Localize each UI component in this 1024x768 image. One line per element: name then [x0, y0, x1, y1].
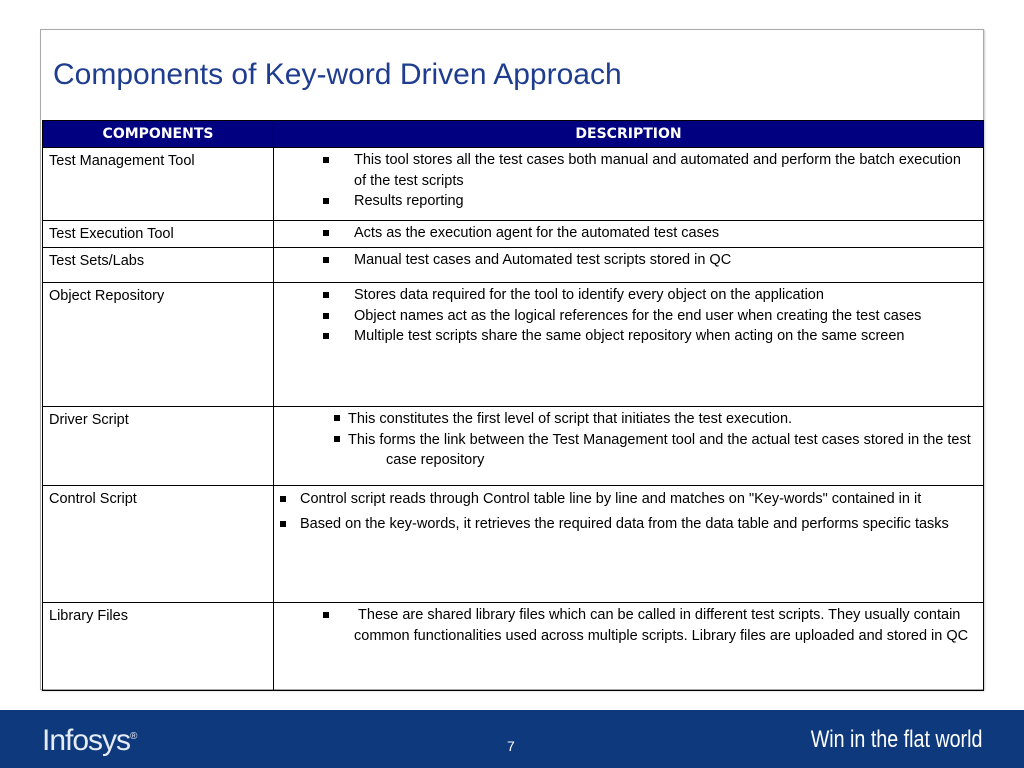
bullet-item: Stores data required for the tool to identify every object on the application: [354, 285, 975, 306]
component-description: [274, 283, 984, 407]
table-header-row: [43, 121, 984, 148]
slide-title: Components of Key-word Driven Approach: [53, 58, 622, 91]
bullet-icon: [323, 612, 329, 618]
bullet-list: [274, 283, 983, 347]
bullet-list: [274, 148, 983, 212]
bullet-item: This forms the link between the Test Management tool and the actual test cases stored in the test case repository: [330, 430, 975, 471]
bullet-icon: [323, 257, 329, 263]
bullet-icon: [323, 230, 329, 236]
infosys-logo: Infosys®: [42, 724, 137, 757]
bullet-item: This constitutes the first level of script that initiates the test execution.: [330, 409, 975, 430]
table-row: [43, 486, 984, 603]
bullet-list: [274, 248, 983, 271]
component-name: Object Repository: [43, 283, 274, 407]
tagline: Win in the flat world: [810, 726, 982, 753]
component-description: [274, 486, 984, 603]
bullet-item: Manual test cases and Automated test scripts stored in QC: [354, 250, 975, 271]
table-row: [43, 248, 984, 283]
bullet-icon: [334, 436, 340, 442]
bullet-item: Results reporting: [354, 191, 975, 212]
table-row: [43, 283, 984, 407]
table-row: [43, 603, 984, 691]
table-row: [43, 221, 984, 248]
component-description: [274, 603, 984, 691]
bullet-icon: [323, 333, 329, 339]
bullet-item: These are shared library files which can be called in different test scripts. They usually contain common functionalities used across multiple scripts. Library files are uploaded and stored in QC: [354, 605, 975, 646]
bullet-icon: [280, 496, 286, 502]
component-name: Library Files: [43, 603, 274, 691]
bullet-icon: [334, 415, 340, 421]
bullet-icon: [323, 292, 329, 298]
component-name: Driver Script: [43, 407, 274, 486]
component-description: [274, 407, 984, 486]
bullet-item: This tool stores all the test cases both manual and automated and perform the batch execution of the test scripts: [354, 150, 975, 191]
header-components: COMPONENTS: [43, 121, 274, 148]
table-row: [43, 407, 984, 486]
bullet-icon: [280, 521, 286, 527]
component-description: [274, 148, 984, 221]
bullet-item: Acts as the execution agent for the automated test cases: [354, 223, 975, 244]
table-row: [43, 148, 984, 221]
component-description: [274, 248, 984, 283]
bullet-list: [274, 603, 983, 646]
component-name: Test Sets/Labs: [43, 248, 274, 283]
component-name: Test Management Tool: [43, 148, 274, 221]
bullet-item: Based on the key-words, it retrieves the required data from the data table and performs specific tasks: [300, 514, 975, 535]
bullet-list: [274, 486, 983, 534]
bullet-list: [274, 407, 983, 471]
components-table: [42, 120, 984, 691]
component-name: Control Script: [43, 486, 274, 603]
bullet-item: Control script reads through Control table line by line and matches on "Key-words" contained in it: [300, 489, 975, 510]
bullet-item: Multiple test scripts share the same object repository when acting on the same screen: [354, 326, 975, 347]
page-number: 7: [507, 738, 515, 754]
bullet-icon: [323, 198, 329, 204]
component-name: Test Execution Tool: [43, 221, 274, 248]
bullet-icon: [323, 313, 329, 319]
bullet-item: Object names act as the logical references for the end user when creating the test cases: [354, 306, 975, 327]
bullet-icon: [323, 157, 329, 163]
component-description: [274, 221, 984, 248]
bullet-list: [274, 221, 983, 244]
header-description: DESCRIPTION: [274, 121, 984, 148]
footer-bar: [0, 710, 1024, 768]
